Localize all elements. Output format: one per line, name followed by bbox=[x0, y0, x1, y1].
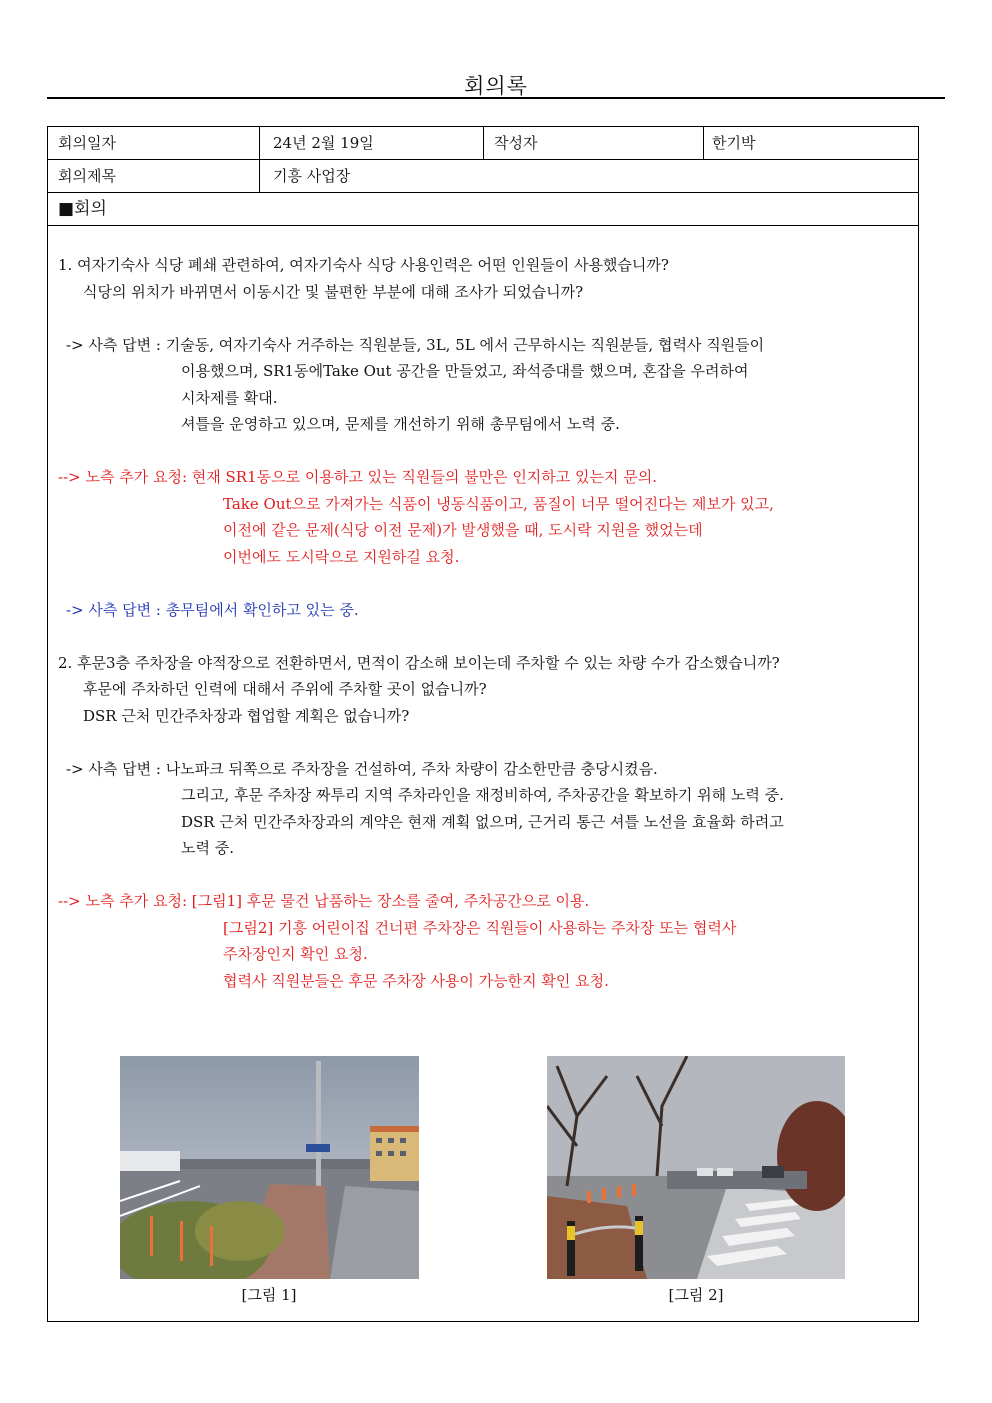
title-underline bbox=[47, 97, 945, 99]
date-value: 24년 2월 19일 bbox=[259, 127, 483, 159]
date-label: 회의일자 bbox=[58, 134, 116, 152]
minutes-body bbox=[58, 252, 908, 994]
author-value: 한기박 bbox=[703, 127, 920, 159]
figure-2-caption: [그림 2] bbox=[668, 1286, 724, 1304]
minutes-line: [그림2] 기흥 어린이집 건너편 주차장은 직원들이 사용하는 주차장 또는 협력사 bbox=[223, 918, 737, 937]
subject-label: 회의제목 bbox=[58, 167, 116, 185]
section-header: ■회의 bbox=[58, 199, 107, 219]
minutes-line: DSR 근처 민간주차장과 협업할 계획은 없습니까? bbox=[83, 706, 410, 725]
subject-value: 기흥 사업장 bbox=[259, 160, 920, 192]
section-header-row bbox=[48, 193, 918, 226]
figure-2-photo bbox=[547, 1056, 845, 1279]
minutes-line: DSR 근처 민간주차장과의 계약은 현재 계획 없으며, 근거리 통근 셔틀 노선을 효율화 하려고 bbox=[181, 812, 784, 831]
minutes-line: 노력 중. bbox=[181, 839, 235, 857]
info-row-subject bbox=[48, 160, 918, 193]
minutes-frame bbox=[47, 126, 919, 1322]
blank-line bbox=[58, 729, 908, 756]
minutes-line: 이용했으며, SR1동에Take Out 공간을 만들었고, 좌석증대를 했으며, 혼잡을 우려하여 bbox=[181, 362, 749, 380]
minutes-line: 주차장인지 확인 요청. bbox=[223, 945, 368, 963]
minutes-line: -> 사측 답변 : 나노파크 뒤쪽으로 주차장을 건설하여, 주차 차량이 감소한만큼 충당시켰음. bbox=[66, 759, 658, 778]
minutes-line: --> 노측 추가 요청: [그림1] 후문 물건 납품하는 장소를 줄여, 주차공간으로 이용. bbox=[58, 892, 590, 910]
minutes-line: 2. 후문3층 주차장을 야적장으로 전환하면서, 면적이 감소해 보이는데 주차할 수 있는 차량 수가 감소했습니까? bbox=[58, 653, 780, 672]
minutes-line: 이번에도 도시락으로 지원하길 요청. bbox=[223, 547, 460, 566]
minutes-line: 그리고, 후문 주차장 짜투리 지역 주차라인을 재정비하여, 주차공간을 확보하기 위해 노력 중. bbox=[181, 786, 784, 804]
blank-line bbox=[58, 305, 908, 332]
document-title: 회의록 bbox=[464, 74, 528, 98]
info-row-date bbox=[48, 127, 918, 160]
minutes-line: 식당의 위치가 바뀌면서 이동시간 및 불편한 부분에 대해 조사가 되었습니까? bbox=[83, 282, 584, 301]
blank-line bbox=[58, 862, 908, 889]
minutes-line: --> 노측 추가 요청: 현재 SR1동으로 이용하고 있는 직원들의 불만은 인지하고 있는지 문의. bbox=[58, 468, 658, 486]
minutes-line: 이전에 같은 문제(식당 이전 문제)가 발생했을 때, 도시락 지원을 했었는데 bbox=[223, 521, 703, 539]
minutes-line: 협력사 직원분들은 후문 주차장 사용이 가능한지 확인 요청. bbox=[223, 971, 609, 990]
blank-line bbox=[58, 570, 908, 597]
minutes-line: -> 사측 답변 : 총무팀에서 확인하고 있는 중. bbox=[66, 600, 359, 619]
minutes-line: 시차제를 확대. bbox=[181, 388, 278, 407]
minutes-line: 후문에 주차하던 인력에 대해서 주위에 주차할 곳이 없습니까? bbox=[83, 680, 487, 698]
figure-1-photo bbox=[120, 1056, 419, 1279]
figure-1-caption: [그림 1] bbox=[241, 1286, 297, 1304]
minutes-line: 1. 여자기숙사 식당 폐쇄 관련하여, 여자기숙사 식당 사용인력은 어떤 인원들이 사용했습니까? bbox=[58, 256, 669, 274]
author-label: 작성자 bbox=[483, 127, 703, 159]
minutes-line: Take Out으로 가져가는 식품이 냉동식품이고, 품질이 너무 떨어진다는 제보가 있고, bbox=[223, 494, 774, 513]
blank-line bbox=[58, 438, 908, 465]
minutes-line: 셔틀을 운영하고 있으며, 문제를 개선하기 위해 총무팀에서 노력 중. bbox=[181, 415, 620, 433]
minutes-line: -> 사측 답변 : 기술동, 여자기숙사 거주하는 직원분들, 3L, 5L 에서 근무하시는 직원분들, 협력사 직원들이 bbox=[66, 335, 765, 354]
blank-line bbox=[58, 623, 908, 650]
